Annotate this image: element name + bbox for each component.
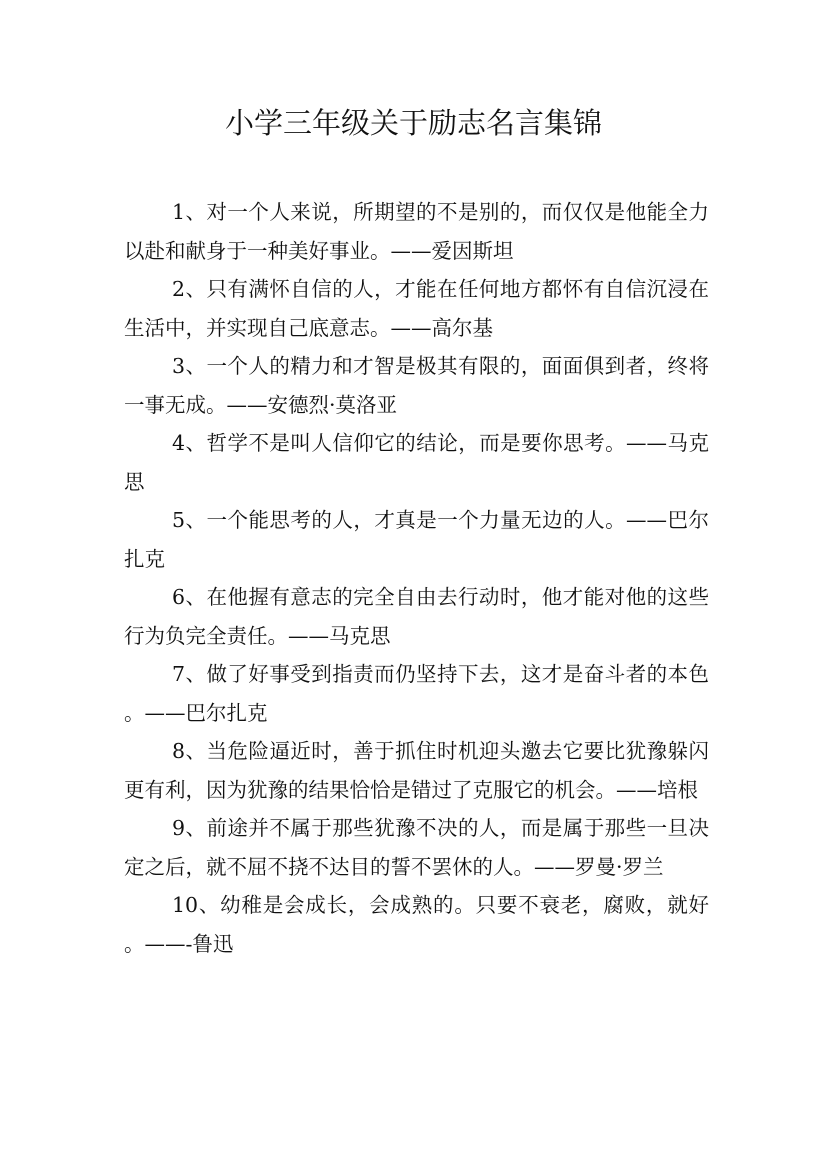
document-title: 小学三年级关于励志名言集锦 — [224, 106, 602, 140]
quote-paragraph: 10、幼稚是会成长，会成熟的。只要不衰老，腐败，就好。——-鲁迅 — [124, 893, 709, 956]
quote-paragraph: 5、一个能思考的人，才真是一个力量无边的人。——巴尔扎克 — [124, 508, 709, 571]
quote-paragraph: 1、对一个人来说，所期望的不是别的，而仅仅是他能全力以赴和献身于一种美好事业。——爱因斯坦 — [124, 200, 709, 263]
quote-paragraph: 3、一个人的精力和才智是极其有限的，面面俱到者，终将一事无成。——安德烈·莫洛亚 — [124, 354, 709, 417]
quote-paragraph: 2、只有满怀自信的人，才能在任何地方都怀有自信沉浸在生活中，并实现自己底意志。——高尔基 — [124, 277, 709, 340]
quote-paragraph: 8、当危险逼近时，善于抓住时机迎头邀去它要比犹豫躲闪更有利，因为犹豫的结果恰恰是错过了克服它的机会。——培根 — [124, 739, 709, 802]
quote-paragraph: 6、在他握有意志的完全自由去行动时，他才能对他的这些行为负完全责任。——马克思 — [124, 585, 709, 648]
quote-paragraph: 9、前途并不属于那些犹豫不决的人，而是属于那些一旦决定之后，就不屈不挠不达目的誓不罢休的人。——罗曼·罗兰 — [124, 816, 709, 879]
document-body — [124, 193, 709, 963]
quote-paragraph: 4、哲学不是叫人信仰它的结论，而是要你思考。——马克思 — [124, 431, 709, 494]
quote-paragraph: 7、做了好事受到指责而仍坚持下去，这才是奋斗者的本色。——巴尔扎克 — [124, 662, 709, 725]
